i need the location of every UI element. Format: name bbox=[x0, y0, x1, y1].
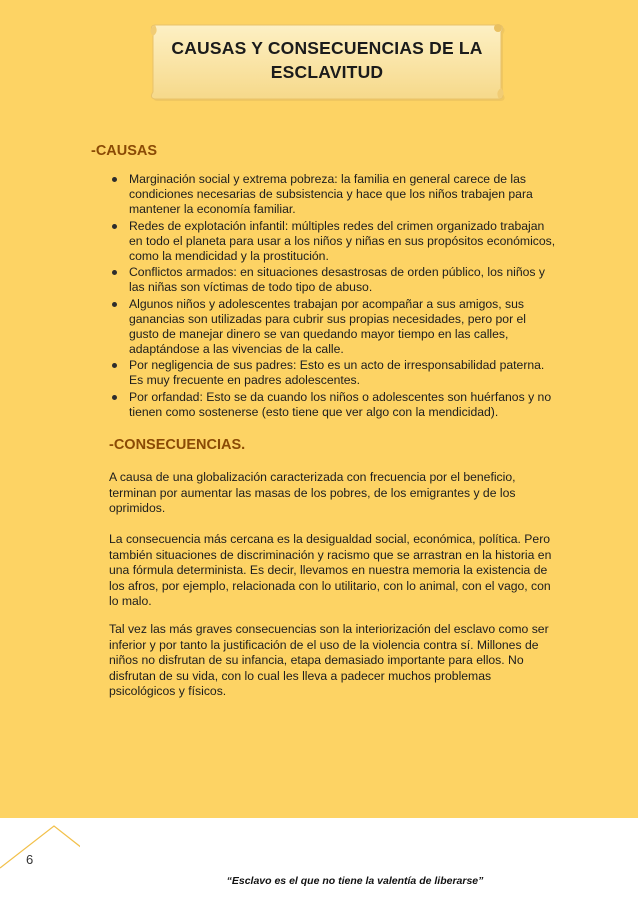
bullet-icon bbox=[112, 302, 117, 307]
paragraph: La consecuencia más cercana es la desigualdad social, económica, política. Pero también situaciones de discriminación y racismo que se arrastran en la historia en una fórmula determinista. Es decir, llevamos en nuestra memoria la existencia de los afros, por ejemplo, relacionada con lo utilitario, con lo animal, con el vago, con lo malo. bbox=[109, 532, 552, 609]
paragraph: Tal vez las más graves consecuencias son la interiorización del esclavo como ser inferior y por tanto la justificación de el uso de la violencia contra sí. Millones de niños no disfrutan de su infancia, etapa demasiado importante para ellos. No disfrutan de su vida, con lo cual les lleva a padecer muchos problemas psicológicos y físicos. bbox=[109, 622, 549, 699]
bullet-icon bbox=[112, 224, 117, 229]
list-item bbox=[112, 265, 557, 295]
list-item-text: Algunos niños y adolescentes trabajan por acompañar a sus amigos, sus ganancias son utilizadas para cubrir sus propias necesidades, pero por el gusto de manejar dinero se van quedando mayor tiempo en las calles, adaptándose a las vivencias de la calle. bbox=[129, 296, 527, 356]
list-item-text: Redes de explotación infantil: múltiples redes del crimen organizado trabajan en todo el planeta para usar a los niños y niñas en sus propósitos económicos, como la mendicidad y la prostitución. bbox=[129, 218, 556, 263]
page-title: CAUSAS Y CONSECUENCIAS DE LA ESCLAVITUD bbox=[171, 38, 483, 82]
causas-list bbox=[112, 172, 557, 421]
footer-quote: “Esclavo es el que no tiene la valentía de liberarse” bbox=[226, 875, 484, 887]
page-number-tab bbox=[0, 818, 80, 903]
list-item bbox=[112, 390, 557, 420]
page-number: 6 bbox=[26, 852, 34, 867]
bullet-icon bbox=[112, 177, 117, 182]
list-item-text: Por negligencia de sus padres: Esto es un acto de irresponsabilidad paterna. Es muy frecuente en padres adolescentes. bbox=[129, 358, 545, 387]
list-item bbox=[112, 297, 557, 357]
bullet-icon bbox=[112, 270, 117, 275]
bullet-icon bbox=[112, 395, 117, 400]
list-item-text: Por orfandad: Esto se da cuando los niños o adolescentes son huérfanos y no tienen como sostenerse (esto tiene que ver algo con la mendicidad). bbox=[129, 389, 552, 419]
causas-heading: -CAUSAS bbox=[91, 143, 158, 159]
bullet-icon bbox=[112, 363, 117, 368]
list-item-text: Conflictos armados: en situaciones desastrosas de orden público, los niños y las niñas son víctimas de todo tipo de abuso. bbox=[129, 265, 545, 294]
paragraph: A causa de una globalización caracterizada con frecuencia por el beneficio, terminan por aumentar las masas de los pobres, de los emigrantes y de los oprimidos. bbox=[109, 470, 516, 516]
list-item bbox=[112, 172, 557, 217]
page-corner-icon bbox=[0, 818, 80, 903]
consecuencias-heading: -CONSECUENCIAS. bbox=[109, 437, 246, 453]
list-item bbox=[112, 219, 557, 264]
list-item bbox=[112, 358, 557, 388]
list-item-text: Marginación social y extrema pobreza: la familia en general carece de las condiciones necesarias de subsistencia y hace que los niños trabajen para mantener la economía familiar. bbox=[129, 172, 533, 216]
